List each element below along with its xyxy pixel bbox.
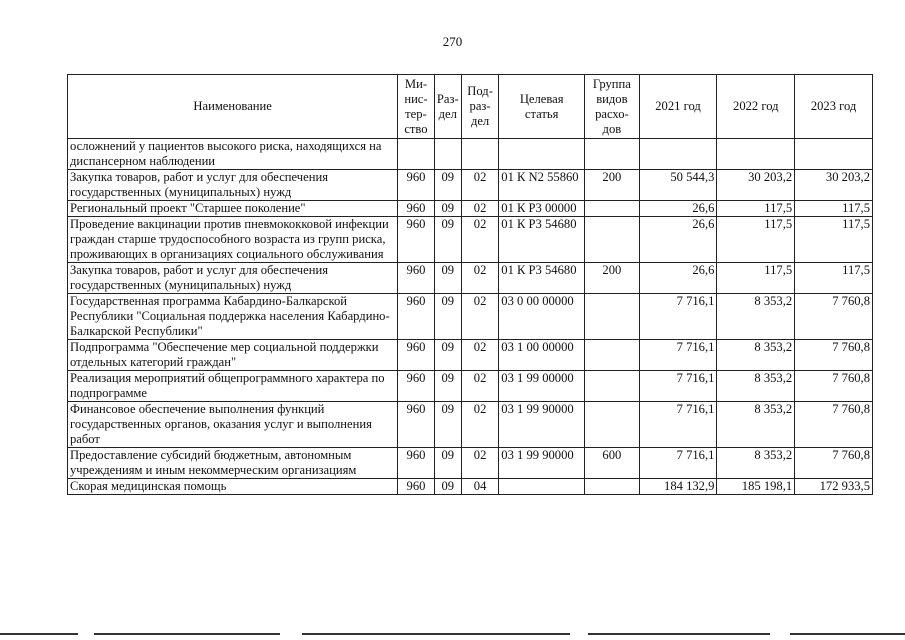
- table-row: [68, 402, 873, 448]
- cell-target-article: 03 1 00 00000: [499, 340, 585, 371]
- cell-2023: 117,5: [795, 263, 873, 294]
- cell-2021: [639, 139, 717, 170]
- cell-target-article: [499, 479, 585, 495]
- cell-name: Реализация мероприятий общепрограммного характера по подпрограмме: [68, 371, 398, 402]
- cell-subsection: 02: [461, 263, 498, 294]
- cell-subsection: 02: [461, 170, 498, 201]
- cell-target-article: 03 0 00 00000: [499, 294, 585, 340]
- cell-2021: 50 544,3: [639, 170, 717, 201]
- header-2022: 2022 год: [717, 75, 795, 139]
- table-row: [68, 448, 873, 479]
- cell-2022: 30 203,2: [717, 170, 795, 201]
- cell-2022: 8 353,2: [717, 402, 795, 448]
- cell-2021: 26,6: [639, 217, 717, 263]
- cell-2022: 185 198,1: [717, 479, 795, 495]
- cell-name: Финансовое обеспечение выполнения функций государственных органов, оказания услуг и выполнения работ: [68, 402, 398, 448]
- cell-section: 09: [434, 479, 461, 495]
- cell-expense-group: 200: [585, 263, 640, 294]
- cell-target-article: 01 К Р3 54680: [499, 263, 585, 294]
- cell-subsection: 02: [461, 217, 498, 263]
- cell-target-article: 03 1 99 90000: [499, 402, 585, 448]
- cell-2023: 30 203,2: [795, 170, 873, 201]
- cell-subsection: 02: [461, 448, 498, 479]
- cell-ministry: 960: [398, 479, 434, 495]
- cell-ministry: 960: [398, 201, 434, 217]
- cell-2021: 26,6: [639, 263, 717, 294]
- budget-table: [67, 74, 873, 495]
- cell-section: [434, 139, 461, 170]
- cell-target-article: 01 К Р3 54680: [499, 217, 585, 263]
- page-number: 270: [442, 34, 463, 49]
- cell-2021: 26,6: [639, 201, 717, 217]
- cell-2023: 7 760,8: [795, 402, 873, 448]
- cell-ministry: 960: [398, 217, 434, 263]
- cell-2022: 117,5: [717, 201, 795, 217]
- cell-2022: 8 353,2: [717, 371, 795, 402]
- cell-2023: 117,5: [795, 217, 873, 263]
- cell-2021: 7 716,1: [639, 294, 717, 340]
- cell-expense-group: [585, 139, 640, 170]
- cell-2022: 8 353,2: [717, 294, 795, 340]
- cell-ministry: 960: [398, 340, 434, 371]
- cell-target-article: 03 1 99 90000: [499, 448, 585, 479]
- cell-ministry: 960: [398, 263, 434, 294]
- cell-expense-group: [585, 371, 640, 402]
- cell-expense-group: [585, 217, 640, 263]
- header-name: Наименование: [68, 75, 398, 139]
- cell-name: осложнений у пациентов высокого риска, находящихся на диспансерном наблюдении: [68, 139, 398, 170]
- cell-2023: 7 760,8: [795, 448, 873, 479]
- table-row: [68, 139, 873, 170]
- cell-section: 09: [434, 201, 461, 217]
- cell-expense-group: [585, 402, 640, 448]
- cell-section: 09: [434, 402, 461, 448]
- cell-name: Государственная программа Кабардино-Балкарской Республики "Социальная поддержка населения Кабардино-Балкарской Республики": [68, 294, 398, 340]
- cell-2021: 7 716,1: [639, 448, 717, 479]
- cell-name: Скорая медицинская помощь: [68, 479, 398, 495]
- cell-ministry: 960: [398, 448, 434, 479]
- header-section: Раз- дел: [434, 75, 461, 139]
- cell-expense-group: 200: [585, 170, 640, 201]
- cell-2022: 8 353,2: [717, 448, 795, 479]
- table-row: [68, 201, 873, 217]
- cell-2022: 117,5: [717, 217, 795, 263]
- cell-name: Подпрограмма "Обеспечение мер социальной поддержки отдельных категорий граждан": [68, 340, 398, 371]
- cell-name: Проведение вакцинации против пневмококковой инфекции граждан старше трудоспособного возраста из групп риска, проживающих в организациях социального обслуживания: [68, 217, 398, 263]
- table-row: [68, 294, 873, 340]
- table-row: [68, 217, 873, 263]
- cell-2023: 7 760,8: [795, 371, 873, 402]
- cell-name: Предоставление субсидий бюджетным, автономным учреждениям и иным некоммерческим организациям: [68, 448, 398, 479]
- cell-ministry: 960: [398, 371, 434, 402]
- cell-name: Региональный проект "Старшее поколение": [68, 201, 398, 217]
- bottom-rule-4: [588, 633, 770, 635]
- cell-expense-group: 600: [585, 448, 640, 479]
- cell-ministry: 960: [398, 294, 434, 340]
- cell-subsection: 02: [461, 340, 498, 371]
- cell-name: Закупка товаров, работ и услуг для обеспечения государственных (муниципальных) нужд: [68, 170, 398, 201]
- header-expense-group: Группа видов расхо- дов: [585, 75, 640, 139]
- cell-section: 09: [434, 263, 461, 294]
- cell-expense-group: [585, 294, 640, 340]
- cell-section: 09: [434, 217, 461, 263]
- cell-expense-group: [585, 340, 640, 371]
- table-row: [68, 170, 873, 201]
- cell-2021: 7 716,1: [639, 402, 717, 448]
- bottom-rule-3: [302, 633, 570, 635]
- bottom-rule-2: [94, 633, 280, 635]
- cell-target-article: 01 К Р3 00000: [499, 201, 585, 217]
- bottom-rule-1: [0, 633, 78, 635]
- cell-section: 09: [434, 448, 461, 479]
- cell-subsection: 04: [461, 479, 498, 495]
- cell-subsection: 02: [461, 294, 498, 340]
- cell-section: 09: [434, 170, 461, 201]
- header-target-article: Целевая статья: [499, 75, 585, 139]
- cell-ministry: [398, 139, 434, 170]
- cell-2023: 117,5: [795, 201, 873, 217]
- cell-subsection: 02: [461, 371, 498, 402]
- cell-subsection: [461, 139, 498, 170]
- header-ministry: Ми- нис- тер- ство: [398, 75, 434, 139]
- cell-subsection: 02: [461, 402, 498, 448]
- bottom-rule-5: [790, 633, 905, 635]
- cell-2022: [717, 139, 795, 170]
- cell-2021: 184 132,9: [639, 479, 717, 495]
- cell-2023: 7 760,8: [795, 294, 873, 340]
- cell-section: 09: [434, 371, 461, 402]
- cell-2023: [795, 139, 873, 170]
- table-row: [68, 479, 873, 495]
- cell-section: 09: [434, 294, 461, 340]
- cell-2023: 7 760,8: [795, 340, 873, 371]
- table-row: [68, 263, 873, 294]
- cell-target-article: 03 1 99 00000: [499, 371, 585, 402]
- cell-name: Закупка товаров, работ и услуг для обеспечения государственных (муниципальных) нужд: [68, 263, 398, 294]
- cell-2021: 7 716,1: [639, 340, 717, 371]
- header-2023: 2023 год: [795, 75, 873, 139]
- cell-target-article: 01 К N2 55860: [499, 170, 585, 201]
- table-row: [68, 340, 873, 371]
- cell-2023: 172 933,5: [795, 479, 873, 495]
- cell-ministry: 960: [398, 402, 434, 448]
- cell-subsection: 02: [461, 201, 498, 217]
- header-subsection: Под- раз- дел: [461, 75, 498, 139]
- cell-2022: 8 353,2: [717, 340, 795, 371]
- table-header-row: [68, 75, 873, 139]
- cell-expense-group: [585, 479, 640, 495]
- cell-target-article: [499, 139, 585, 170]
- cell-expense-group: [585, 201, 640, 217]
- table-row: [68, 371, 873, 402]
- cell-2022: 117,5: [717, 263, 795, 294]
- header-2021: 2021 год: [639, 75, 717, 139]
- cell-section: 09: [434, 340, 461, 371]
- cell-2021: 7 716,1: [639, 371, 717, 402]
- cell-ministry: 960: [398, 170, 434, 201]
